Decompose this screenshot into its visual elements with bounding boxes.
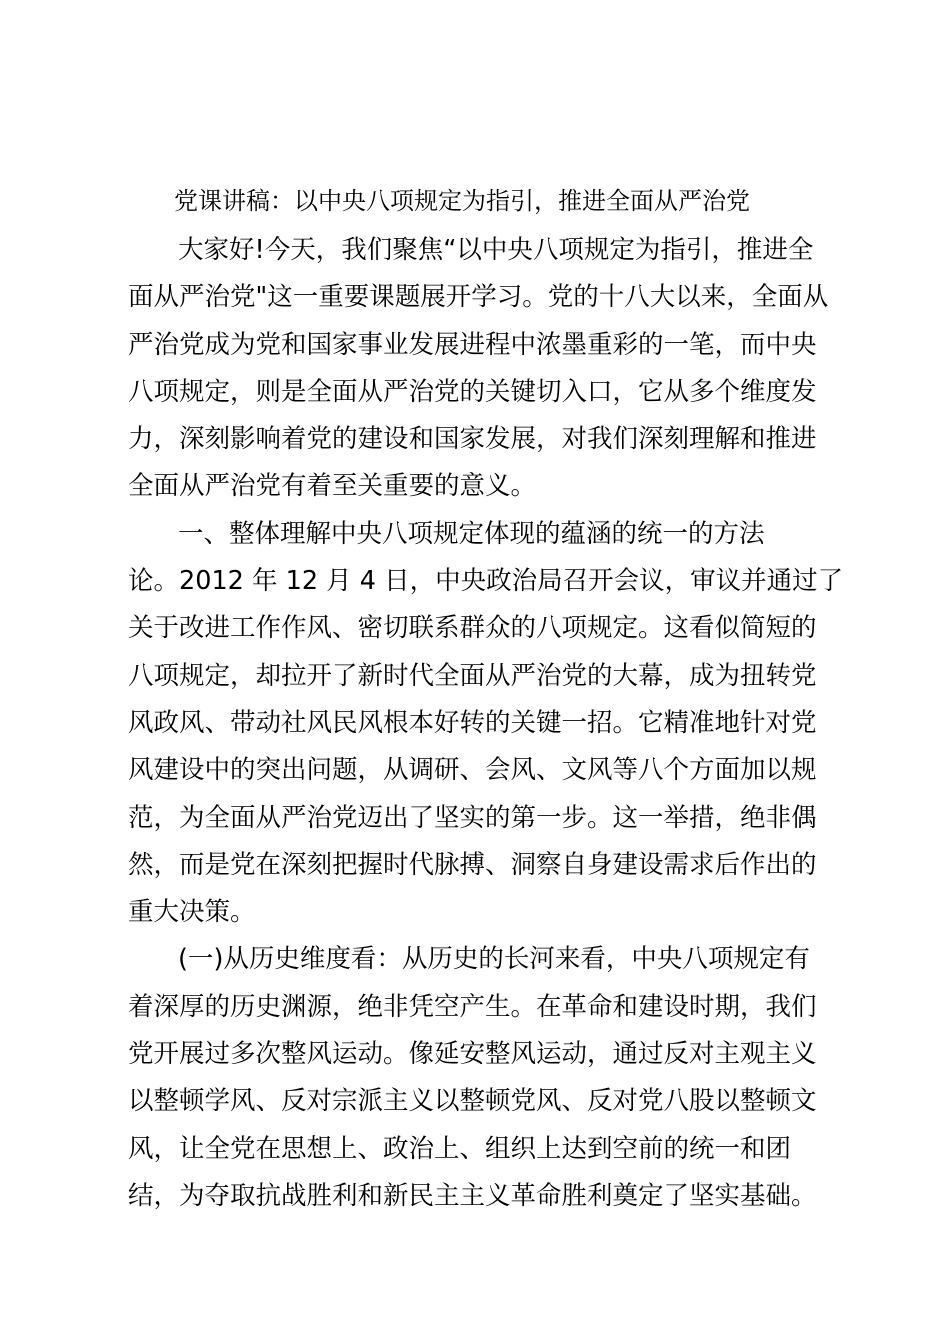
- document-body: [128, 227, 844, 1220]
- paragraph-line: 严治党成为党和国家事业发展进程中浓墨重彩的一笔，而中央: [128, 329, 817, 360]
- paragraph-line: 八项规定，却拉开了新时代全面从严治党的大幕，成为扭转党: [128, 660, 817, 691]
- paragraph-line: 全面从严治党有着至关重要的意义。: [128, 471, 537, 502]
- paragraph-line: 大家好!今天，我们聚焦“以中央八项规定为指引，推进全: [178, 235, 814, 265]
- paragraph-line: 风建设中的突出问题，从调研、会风、文风等八个方面加以规: [128, 755, 817, 786]
- paragraph-line: 力，深刻影响着党的建设和国家发展，对我们深刻理解和推进: [128, 424, 817, 455]
- paragraph-line: 风政风、带动社风民风根本好转的关键一招。它精准地针对党: [128, 707, 817, 738]
- subsection-heading-line: (一)从历史维度看：从历史的长河来看，中央八项规定有: [178, 944, 810, 975]
- paragraph-line: 结，为夺取抗战胜利和新民主主义革命胜利奠定了坚实基础。: [128, 1180, 817, 1211]
- paragraph-line: 范，为全面从严治党迈出了坚实的第一步。这一举措，绝非偶: [128, 802, 817, 833]
- paragraph-line: 论。2012 年 12 月 4 日，中央政治局召开会议，审议并通过了: [128, 566, 844, 597]
- paragraph-line: 关于改进工作作风、密切联系群众的八项规定。这看似简短的: [128, 613, 817, 644]
- paragraph-line: 然，而是党在深刻把握时代脉搏、洞察自身建设需求后作出的: [128, 849, 817, 880]
- paragraph-line: 着深厚的历史渊源，绝非凭空产生。在革命和建设时期，我们: [128, 991, 817, 1022]
- paragraph-line: 重大决策。: [128, 897, 256, 928]
- section-heading-line: 一、整体理解中央八项规定体现的蕴涵的统一的方法: [178, 518, 765, 549]
- document-title: 党课讲稿：以中央八项规定为指引，推进全面从严治党: [174, 187, 750, 215]
- paragraph-line: 面从严治党"这一重要课题展开学习。党的十八大以来，全面从: [128, 282, 829, 313]
- paragraph-line: 以整顿学风、反对宗派主义以整顿党风、反对党八股以整顿文: [128, 1086, 817, 1117]
- paragraph-line: 党开展过多次整风运动。像延安整风运动，通过反对主观主义: [128, 1039, 817, 1070]
- paragraph-line: 风，让全党在思想上、政治上、组织上达到空前的统一和团: [128, 1133, 792, 1164]
- paragraph-line: 八项规定，则是全面从严治党的关键切入口，它从多个维度发: [128, 376, 817, 407]
